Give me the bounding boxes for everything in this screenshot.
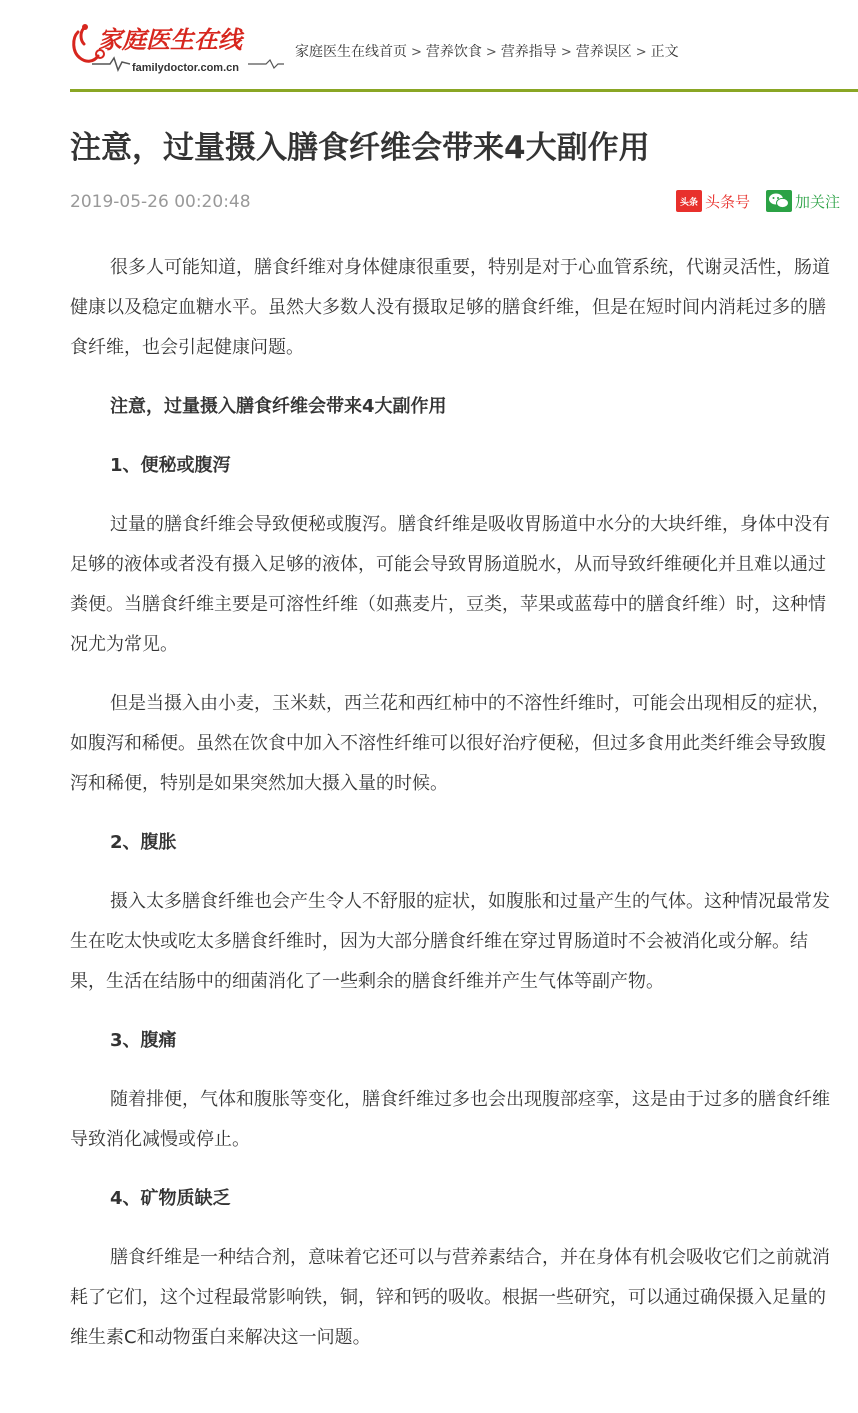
heartbeat-line-icon <box>92 58 130 70</box>
section-heading-constipation: 1、便秘或腹泻 <box>110 455 231 476</box>
breadcrumb-separator: > <box>560 45 572 60</box>
site-header <box>70 14 858 92</box>
header-divider <box>70 89 858 92</box>
article-paragraph-intro: 很多人可能知道，膳食纤维对身体健康很重要，特别是对于心血管系统，代谢灵活性，肠道健康以及稳定血糖水平。虽然大多数人没有摄取足够的膳食纤维，但是在短时间内消耗过多的膳食纤维，也会引起健康问题。 <box>70 257 830 358</box>
logo-cn-text: 家庭医生在线 <box>98 25 242 54</box>
article-subtitle: 注意，过量摄入膳食纤维会带来4大副作用 <box>110 396 447 417</box>
breadcrumb-separator: > <box>411 45 422 60</box>
logo-domain-text: familydoctor.com.cn <box>132 62 239 74</box>
toutiao-label: 头条号 <box>705 192 751 211</box>
publish-time: 2019-05-26 00:20:48 <box>70 192 251 212</box>
section-heading-mineral-deficiency: 4、矿物质缺乏 <box>110 1188 231 1209</box>
section-heading-abdominal-pain: 3、腹痛 <box>110 1030 177 1051</box>
article-paragraph: 随着排便，气体和腹胀等变化，膳食纤维过多也会出现腹部痉挛，这是由于过多的膳食纤维导致消化减慢或停止。 <box>70 1089 830 1150</box>
article-paragraph: 但是当摄入由小麦，玉米麸，西兰花和西红柿中的不溶性纤维时，可能会出现相反的症状，如腹泻和稀便。虽然在饮食中加入不溶性纤维可以很好治疗便秘，但过多食用此类纤维会导致腹泻和稀便，特别是如果突然加大摄入量的时候。 <box>70 693 830 794</box>
wechat-label: 加关注 <box>795 192 841 211</box>
breadcrumb-separator: > <box>485 45 497 60</box>
article-body <box>70 248 832 1358</box>
article-paragraph: 膳食纤维是一种结合剂，意味着它还可以与营养素结合，并在身体有机会吸收它们之前就消耗了它们，这个过程最常影响铁，铜，锌和钙的吸收。根据一些研究，可以通过确保摄入足量的维生素C和动物蛋白来解决这一问题。 <box>70 1247 830 1348</box>
svg-text:头条: 头条 <box>679 198 699 208</box>
logo-graphic <box>70 18 284 78</box>
breadcrumb-nutrition-myths[interactable]: 营养误区 <box>575 44 632 60</box>
breadcrumb-home[interactable]: 家庭医生在线首页 <box>295 44 407 60</box>
breadcrumb-nutrition-guide[interactable]: 营养指导 <box>500 44 557 60</box>
wechat-icon <box>766 190 792 212</box>
stethoscope-icon <box>74 32 98 61</box>
breadcrumb-current: 正文 <box>650 44 679 60</box>
article-title: 注意，过量摄入膳食纤维会带来4大副作用 <box>70 130 650 166</box>
article-paragraph: 摄入太多膳食纤维也会产生令人不舒服的症状，如腹胀和过量产生的气体。这种情况最常发生在吃太快或吃太多膳食纤维时，因为大部分膳食纤维在穿过胃肠道时不会被消化或分解。结果，生活在结肠中的细菌消化了一些剩余的膳食纤维并产生气体等副产物。 <box>70 891 830 992</box>
site-logo[interactable] <box>70 18 284 78</box>
section-heading-bloating: 2、腹胀 <box>110 832 177 853</box>
wechat-follow-button[interactable] <box>766 187 846 215</box>
toutiao-follow-button[interactable] <box>676 187 754 215</box>
toutiao-icon <box>676 190 702 212</box>
article-paragraph: 过量的膳食纤维会导致便秘或腹泻。膳食纤维是吸收胃肠道中水分的大块纤维，身体中没有足够的液体或者没有摄入足够的液体，可能会导致胃肠道脱水，从而导致纤维硬化并且难以通过粪便。当膳食纤维主要是可溶性纤维（如燕麦片，豆类，苹果或蓝莓中的膳食纤维）时，这种情况尤为常见。 <box>70 514 830 655</box>
breadcrumb <box>295 43 679 62</box>
breadcrumb-separator: > <box>635 45 647 60</box>
breadcrumb-nutrition-diet[interactable]: 营养饮食 <box>425 44 482 60</box>
